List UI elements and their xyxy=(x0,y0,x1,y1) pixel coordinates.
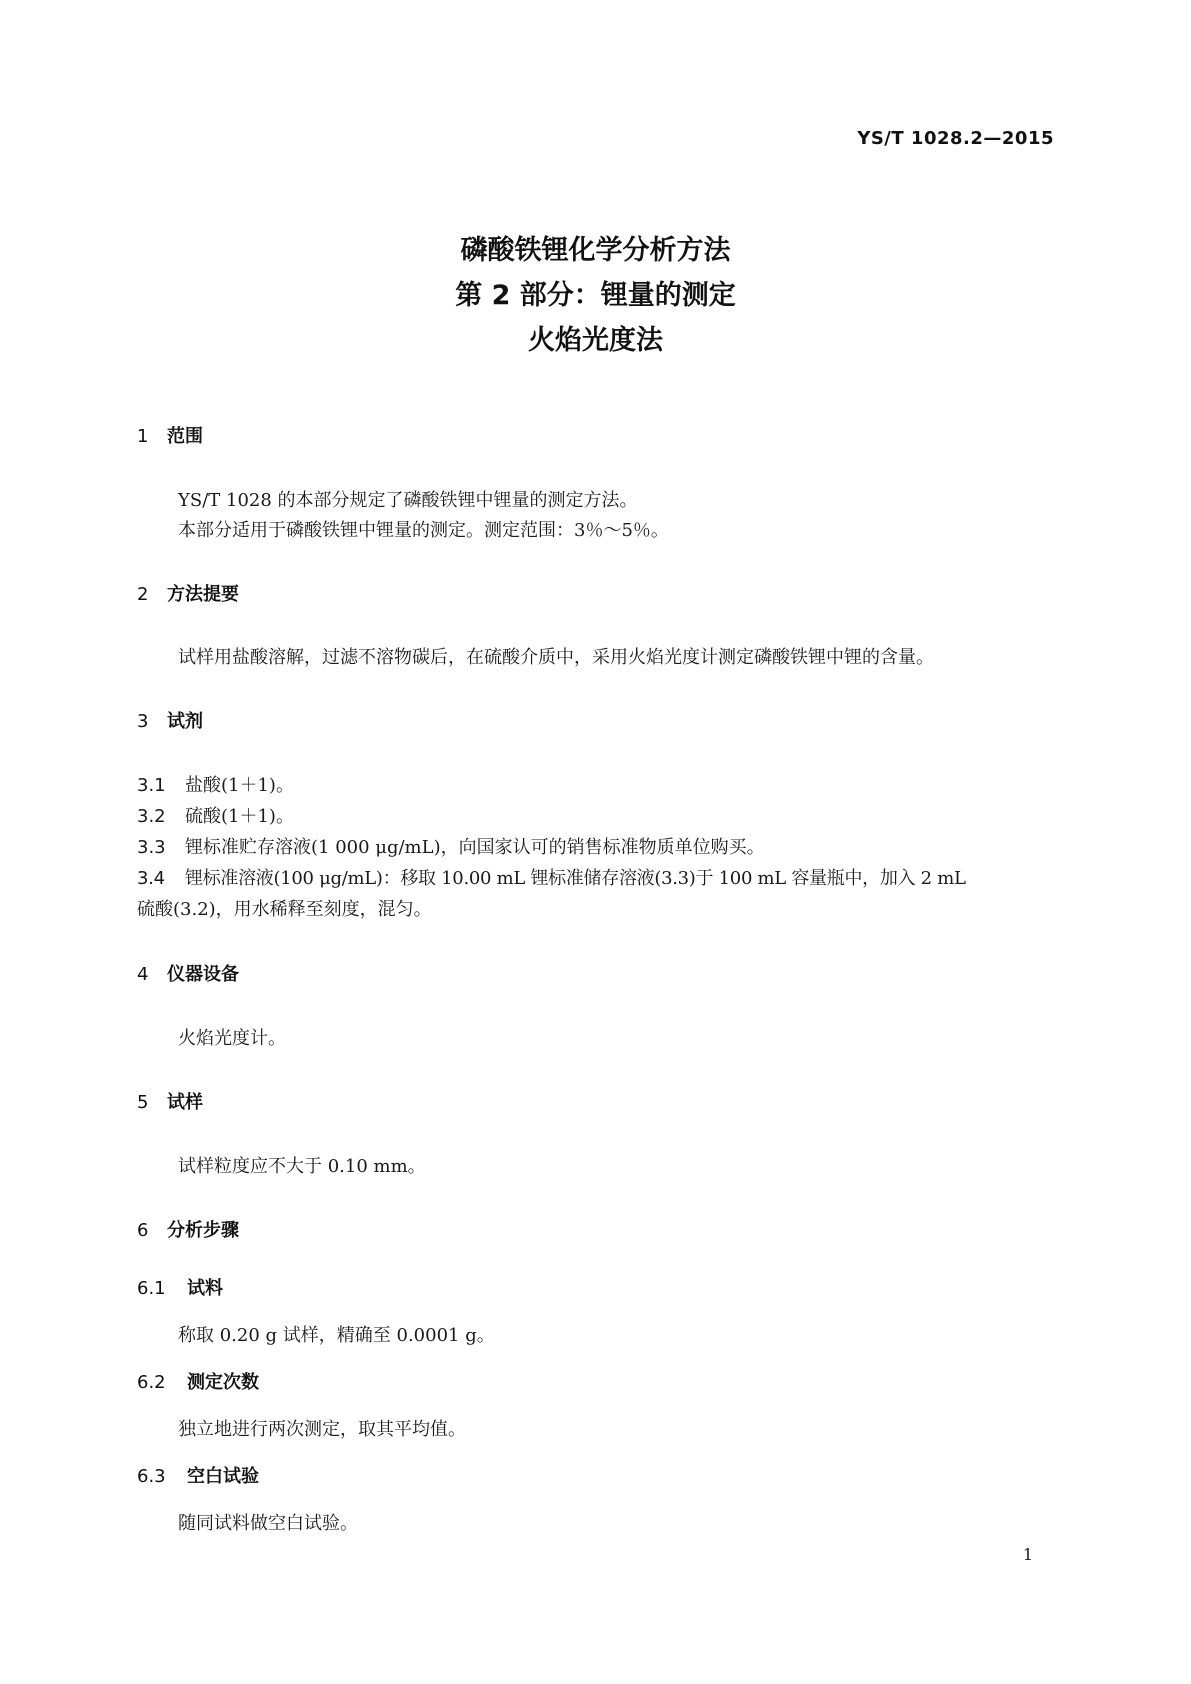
section-number: 3 xyxy=(137,711,149,732)
subsection-6-2-heading xyxy=(137,1368,259,1394)
item-text: 盐酸(1＋1)。 xyxy=(185,775,294,796)
document-title xyxy=(0,228,1191,363)
section-title: 试样 xyxy=(167,1092,203,1113)
section-number: 4 xyxy=(137,964,149,985)
section-1-paragraph-2: 本部分适用于磷酸铁锂中锂量的测定。测定范围：3％～5％。 xyxy=(178,520,669,541)
section-number: 2 xyxy=(137,584,149,605)
item-number: 3.1 xyxy=(137,775,166,796)
section-title: 范围 xyxy=(167,426,203,447)
section-1-heading xyxy=(137,422,203,448)
reagent-item xyxy=(137,833,765,859)
subsection-6-1-heading xyxy=(137,1274,223,1300)
section-number: 6 xyxy=(137,1220,149,1241)
section-title: 试剂 xyxy=(167,711,203,732)
section-title: 仪器设备 xyxy=(167,964,239,985)
reagent-item xyxy=(137,802,294,828)
subsection-title: 试料 xyxy=(187,1278,223,1299)
title-line-1: 磷酸铁锂化学分析方法 xyxy=(460,235,731,266)
section-title: 方法提要 xyxy=(167,584,239,605)
standard-code: YS/T 1028.2—2015 xyxy=(857,128,1054,149)
section-number: 1 xyxy=(137,426,149,447)
subsection-6-3-heading xyxy=(137,1462,259,1488)
subsection-6-2-paragraph: 独立地进行两次测定，取其平均值。 xyxy=(178,1419,466,1440)
subsection-title: 空白试验 xyxy=(187,1466,259,1487)
item-number: 3.3 xyxy=(137,837,166,858)
subsection-number: 6.1 xyxy=(137,1278,166,1299)
subsection-title: 测定次数 xyxy=(187,1372,259,1393)
subsection-number: 6.3 xyxy=(137,1466,166,1487)
title-line-2: 第 2 部分：锂量的测定 xyxy=(455,280,736,311)
reagent-item xyxy=(137,771,294,797)
section-title: 分析步骤 xyxy=(167,1220,239,1241)
section-6-heading xyxy=(137,1216,239,1242)
subsection-6-3-paragraph: 随同试料做空白试验。 xyxy=(178,1513,358,1534)
subsection-6-1-paragraph: 称取 0.20 g 试样，精确至 0.0001 g。 xyxy=(178,1325,495,1346)
section-4-paragraph-1: 火焰光度计。 xyxy=(178,1028,286,1049)
section-1-paragraph-1: YS/T 1028 的本部分规定了磷酸铁锂中锂量的测定方法。 xyxy=(178,490,638,511)
reagent-item-continuation: 硫酸(3.2)，用水稀释至刻度，混匀。 xyxy=(137,899,432,920)
item-number: 3.2 xyxy=(137,806,166,827)
section-5-paragraph-1: 试样粒度应不大于 0.10 mm。 xyxy=(178,1156,426,1177)
subsection-number: 6.2 xyxy=(137,1372,166,1393)
item-text: 硫酸(1＋1)。 xyxy=(185,806,294,827)
item-text: 锂标准溶液(100 μg/mL)：移取 10.00 mL 锂标准储存溶液(3.3)于 100 mL 容量瓶中，加入 2 mL xyxy=(185,868,966,889)
section-2-paragraph-1: 试样用盐酸溶解，过滤不溶物碳后，在硫酸介质中，采用火焰光度计测定磷酸铁锂中锂的含量。 xyxy=(178,647,934,668)
page-number: 1 xyxy=(1022,1545,1033,1564)
section-3-heading xyxy=(137,707,203,733)
item-text: 锂标准贮存溶液(1 000 μg/mL)，向国家认可的销售标准物质单位购买。 xyxy=(185,837,765,858)
item-number: 3.4 xyxy=(137,868,165,889)
reagent-item xyxy=(137,864,966,890)
section-4-heading xyxy=(137,960,239,986)
section-number: 5 xyxy=(137,1092,149,1113)
title-line-3: 火焰光度法 xyxy=(528,325,663,356)
section-5-heading xyxy=(137,1088,203,1114)
section-2-heading xyxy=(137,580,239,606)
